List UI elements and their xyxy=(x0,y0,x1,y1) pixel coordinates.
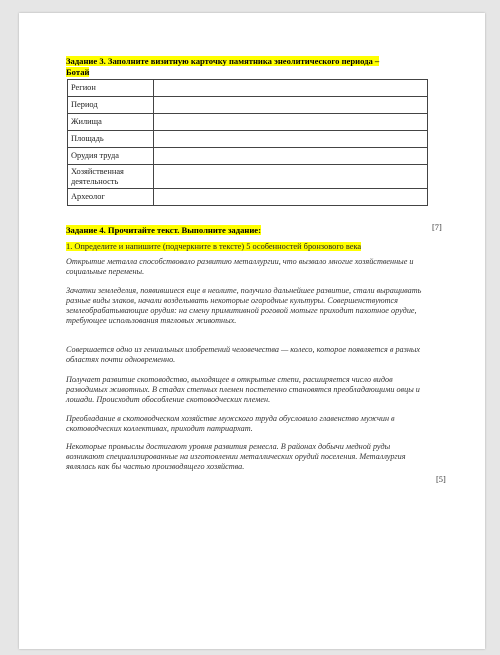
table-row xyxy=(68,97,428,114)
table-row xyxy=(68,131,428,148)
table-row xyxy=(68,165,428,189)
text-paragraph-6: Некоторые промыслы достигают уровня развития ремесла. В районах добычи медной руды возникают специализированные на изготовлении металлических орудий поселения. Металлургия являлась как бы частью производящего хозяйства. xyxy=(66,442,406,471)
row-label-economy: Хозяйственная деятельность xyxy=(68,165,154,189)
table-row xyxy=(68,189,428,206)
table-row xyxy=(68,80,428,97)
row-value-archaeologist[interactable] xyxy=(154,189,428,206)
row-value-economy[interactable] xyxy=(154,165,428,189)
row-label-archaeologist: Археолог xyxy=(68,189,154,206)
row-value-region[interactable] xyxy=(154,80,428,97)
row-value-tools[interactable] xyxy=(154,148,428,165)
monument-card-table xyxy=(67,79,428,206)
task4-instruction-text: 1. Определите и напишите (подчеркните в тексте) 5 особенностей бронзового века xyxy=(66,242,362,251)
task3-title xyxy=(66,56,428,77)
table-row xyxy=(68,148,428,165)
task3-score: [7] xyxy=(432,223,442,232)
task4-title xyxy=(66,225,261,235)
text-paragraph-2: Зачатки земледелия, появившиеся еще в неолите, получило дальнейшее развитие, стали выращивать разные виды злаков, начали возделывать некоторые огородные культуры. Совершенствуются землеобрабатывающие орудия: на смену примитивной роговой мотыге приходит пахотное орудие, требующее использования тягловых животных. xyxy=(66,286,422,325)
row-label-tools: Орудия труда xyxy=(68,148,154,165)
row-value-period[interactable] xyxy=(154,97,428,114)
text-paragraph-1: Открытие металла способствовало развитию металлургии, что вызвало многие хозяйственные и социальные перемены. xyxy=(66,257,414,276)
text-paragraph-3: Совершается одно из гениальных изобретений человечества — колесо, которое появляется в разных областях почти одновременно. xyxy=(66,345,421,364)
task4-score: [5] xyxy=(436,475,446,484)
table-row xyxy=(68,114,428,131)
task4-title-text: Задание 4. Прочитайте текст. Выполните задание: xyxy=(66,225,261,235)
row-value-dwellings[interactable] xyxy=(154,114,428,131)
row-label-region: Регион xyxy=(68,80,154,97)
text-paragraph-4: Получает развитие скотоводство, выходящее в открытые степи, расширяется число видов разводимых животных. В стадах степных племен постепенно становятся преобладающими овцы и лошади. Происходит обособление скотоводческих племен. xyxy=(66,375,420,404)
task3-title-line2: Ботай xyxy=(66,66,90,77)
row-label-area: Площадь xyxy=(68,131,154,148)
row-value-area[interactable] xyxy=(154,131,428,148)
row-label-dwellings: Жилища xyxy=(68,114,154,131)
row-label-period: Период xyxy=(68,97,154,114)
task3-title-line1: Задание 3. Заполните визитную карточку памятника энеолитического периода – xyxy=(66,56,380,66)
task4-instruction xyxy=(66,242,436,252)
text-paragraph-5: Преобладание в скотоводческом хозяйстве мужского труда обусловило главенство мужчин в скотоводческих коллективах, приходит патриархат. xyxy=(66,414,395,433)
